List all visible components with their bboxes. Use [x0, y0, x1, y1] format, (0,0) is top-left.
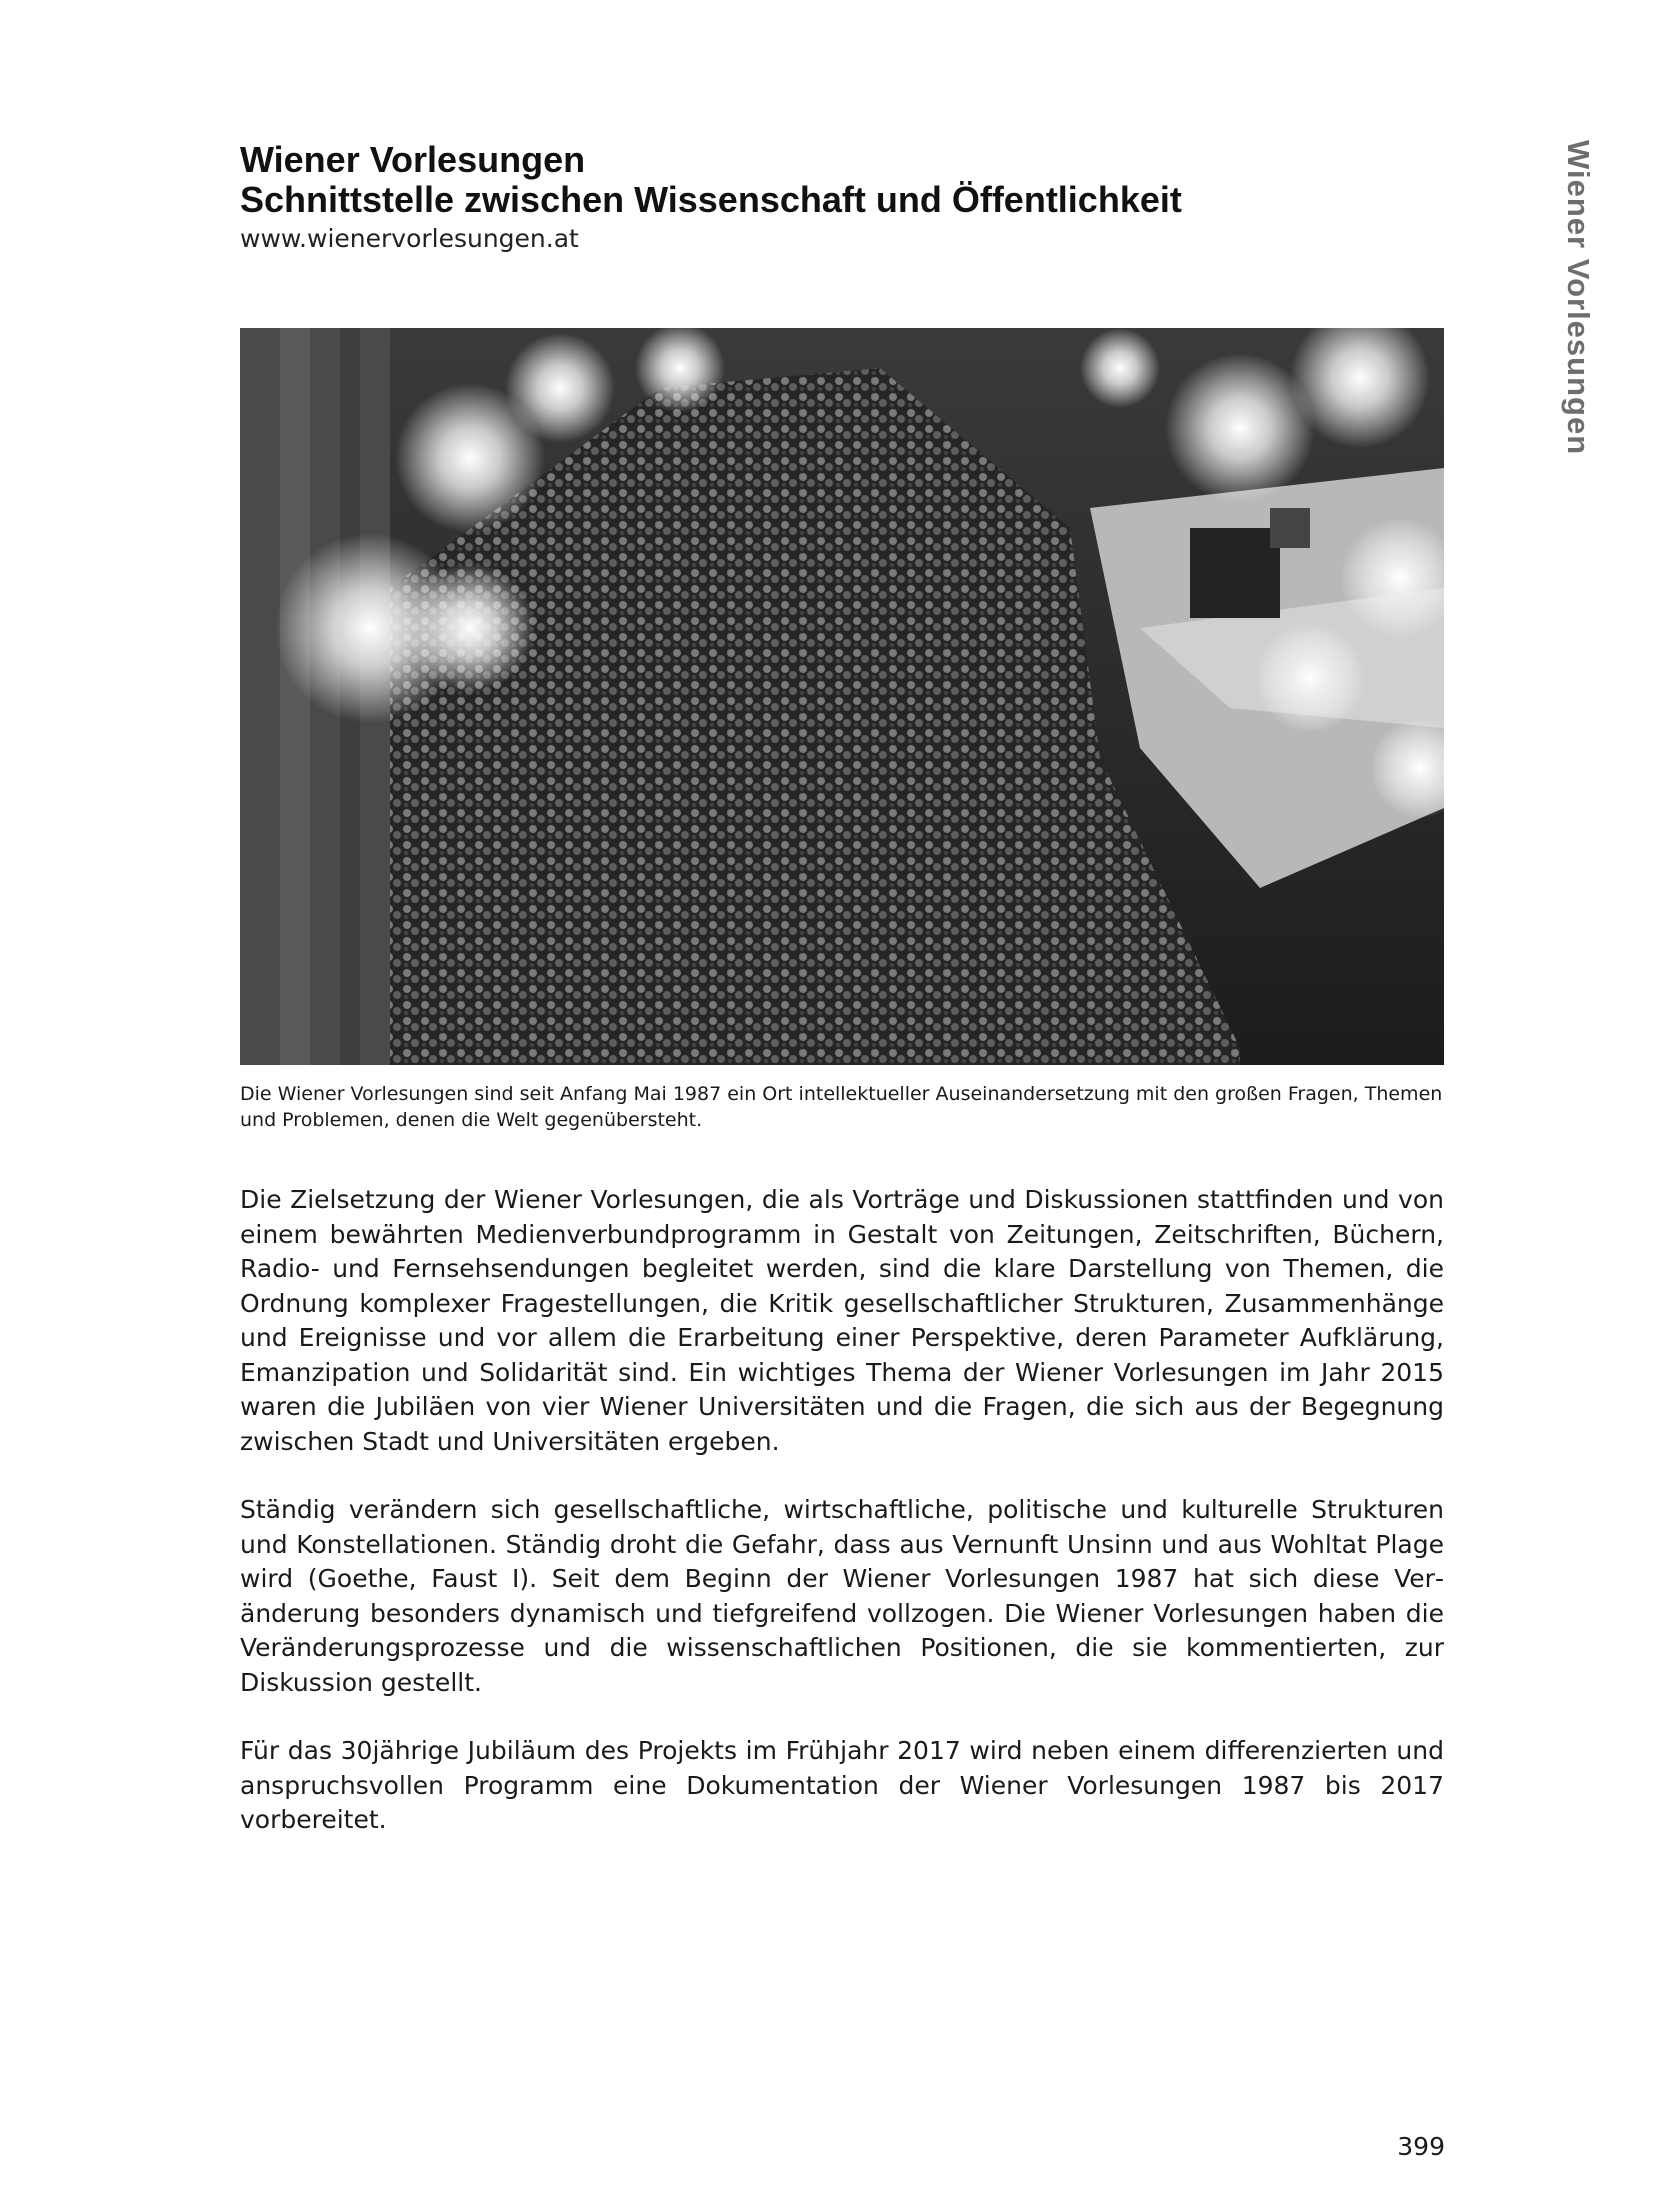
event-photo [240, 328, 1444, 1065]
article-body [240, 1183, 1444, 1872]
paragraph-3: Für das 30jährige Jubiläum des Projekts im Frühjahr 2017 wird neben einem differenzierten und anspruchsvollen Programm eine Dokumentation der Wiener Vorlesungen 1987 bis 2017 vorbereitet. [240, 1736, 1444, 1834]
header [240, 140, 1440, 256]
page-number: 399 [1397, 2132, 1445, 2161]
page-subtitle: Schnittstelle zwischen Wissenschaft und Öffentlichkeit [240, 179, 1182, 220]
side-running-title: Wiener Vorlesungen [1561, 140, 1596, 456]
website-url: www.wienervorlesungen.at [240, 224, 579, 253]
paragraph-2: Ständig verändern sich gesellschaftliche, wirtschaftliche, politische und kulturelle Strukturen und Konstellationen. Ständig droht die Gefahr, dass aus Vernunft Unsinn und aus Wohltat Plage wird (Goethe, Faust I). Seit dem Beginn der Wiener Vorlesungen 1987 hat sich diese Veränderung besonders dynamisch und tiefgreifend vollzogen. Die Wiener Vorlesungen haben die Veränderungsprozesse und die wissenschaftlichen Positionen, die sie kommentierten, zur Diskussion gestellt. [240, 1495, 1444, 1697]
paragraph-1: Die Zielsetzung der Wiener Vorlesungen, die als Vorträge und Diskussionen stattfinden und von einem bewährten Medienverbundprogramm in Gestalt von Zeitungen, Zeitschriften, Büchern, Radio- und Fernsehsendungen begleitet werden, sind die klare Darstellung von Themen, die Ordnung komplexer Fragestellungen, die Kritik gesellschaftlicher Strukturen, Zusammenhänge und Ereignisse und vor allem die Erarbeitung einer Perspektive, deren Parameter Aufklärung, Emanzipation und Solidarität sind. Ein wichtiges Thema der Wiener Vorlesungen im Jahr 2015 waren die Jubiläen von vier Wiener Universitäten und die Fragen, die sich aus der Begegnung zwischen Stadt und Universitäten ergeben. [240, 1185, 1444, 1456]
page-title: Wiener Vorlesungen [240, 139, 586, 180]
photo-caption: Die Wiener Vorlesungen sind seit Anfang Mai 1987 ein Ort intellektueller Auseinandersetzung mit den großen Fragen, Themen und Problemen, denen die Welt gegenübersteht. [240, 1083, 1443, 1131]
